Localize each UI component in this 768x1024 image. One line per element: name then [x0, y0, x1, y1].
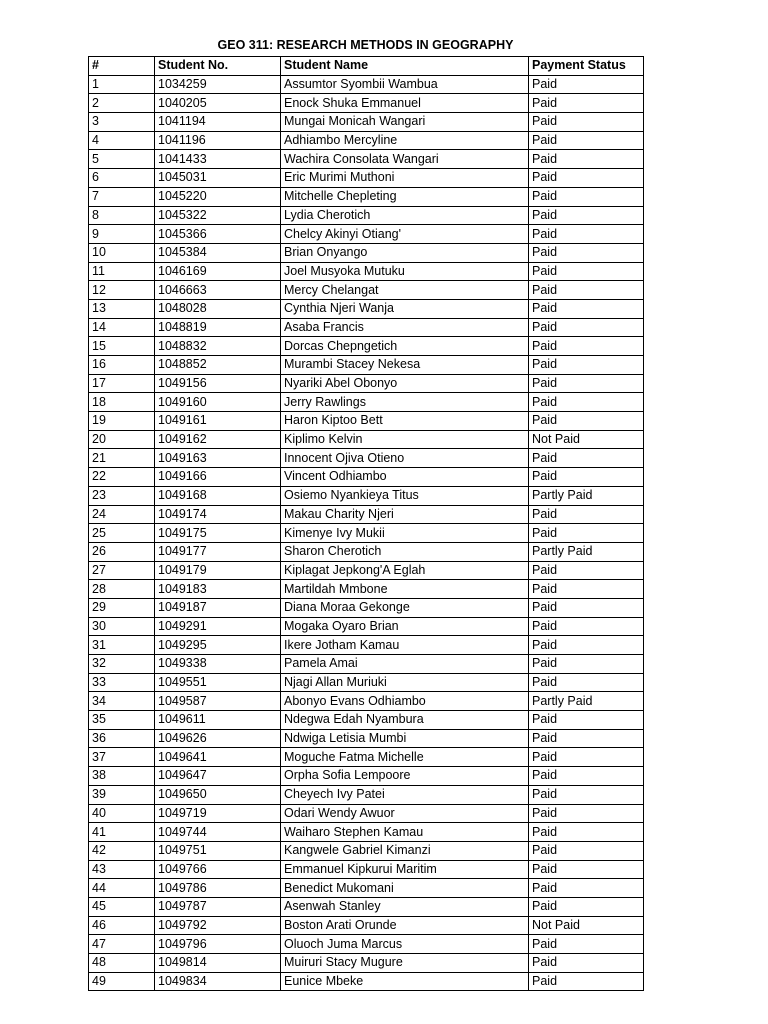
row-number: 29 — [89, 598, 155, 617]
student-name: Sharon Cherotich — [281, 542, 529, 561]
student-name: Kimenye Ivy Mukii — [281, 524, 529, 543]
table-row — [89, 262, 644, 281]
row-number: 35 — [89, 711, 155, 730]
student-name: Ndwiga Letisia Mumbi — [281, 729, 529, 748]
payment-status: Paid — [529, 804, 644, 823]
student-name: Cynthia Njeri Wanja — [281, 299, 529, 318]
student-name: Benedict Mukomani — [281, 879, 529, 898]
table-row — [89, 225, 644, 244]
table-row — [89, 561, 644, 580]
payment-status: Paid — [529, 318, 644, 337]
row-number: 38 — [89, 767, 155, 786]
student-name: Kiplimo Kelvin — [281, 430, 529, 449]
student-name: Kangwele Gabriel Kimanzi — [281, 841, 529, 860]
row-number: 15 — [89, 337, 155, 356]
payment-status: Not Paid — [529, 916, 644, 935]
header-number: # — [89, 57, 155, 76]
row-number: 4 — [89, 131, 155, 150]
table-row — [89, 75, 644, 94]
row-number: 27 — [89, 561, 155, 580]
table-row — [89, 412, 644, 431]
row-number: 11 — [89, 262, 155, 281]
table-row — [89, 636, 644, 655]
row-number: 10 — [89, 243, 155, 262]
header-student-no: Student No. — [155, 57, 281, 76]
row-number: 6 — [89, 169, 155, 188]
table-row — [89, 206, 644, 225]
table-row — [89, 281, 644, 300]
student-number: 1049291 — [155, 617, 281, 636]
payment-status: Paid — [529, 598, 644, 617]
row-number: 12 — [89, 281, 155, 300]
payment-status: Paid — [529, 580, 644, 599]
student-number: 1049766 — [155, 860, 281, 879]
student-number: 1040205 — [155, 94, 281, 113]
student-name: Mitchelle Chepleting — [281, 187, 529, 206]
payment-status: Paid — [529, 860, 644, 879]
payment-status: Paid — [529, 841, 644, 860]
header-student-name: Student Name — [281, 57, 529, 76]
student-name: Dorcas Chepngetich — [281, 337, 529, 356]
table-row — [89, 580, 644, 599]
student-number: 1049168 — [155, 486, 281, 505]
student-number: 1048819 — [155, 318, 281, 337]
student-name: Martildah Mmbone — [281, 580, 529, 599]
table-row — [89, 243, 644, 262]
student-number: 1049177 — [155, 542, 281, 561]
student-number: 1049751 — [155, 841, 281, 860]
table-row — [89, 860, 644, 879]
row-number: 20 — [89, 430, 155, 449]
row-number: 21 — [89, 449, 155, 468]
student-number: 1041433 — [155, 150, 281, 169]
student-number: 1049156 — [155, 374, 281, 393]
student-name: Oluoch Juma Marcus — [281, 935, 529, 954]
row-number: 26 — [89, 542, 155, 561]
row-number: 9 — [89, 225, 155, 244]
payment-status: Paid — [529, 281, 644, 300]
payment-status: Paid — [529, 561, 644, 580]
table-row — [89, 299, 644, 318]
payment-status: Paid — [529, 75, 644, 94]
student-name: Boston Arati Orunde — [281, 916, 529, 935]
table-row — [89, 748, 644, 767]
table-row — [89, 916, 644, 935]
student-name: Cheyech Ivy Patei — [281, 785, 529, 804]
table-row — [89, 711, 644, 730]
student-name: Adhiambo Mercyline — [281, 131, 529, 150]
student-name: Abonyo Evans Odhiambo — [281, 692, 529, 711]
row-number: 25 — [89, 524, 155, 543]
payment-status: Paid — [529, 468, 644, 487]
row-number: 7 — [89, 187, 155, 206]
payment-status: Paid — [529, 785, 644, 804]
table-row — [89, 486, 644, 505]
student-name: Asaba Francis — [281, 318, 529, 337]
table-row — [89, 187, 644, 206]
student-number: 1049787 — [155, 897, 281, 916]
student-name: Orpha Sofia Lempoore — [281, 767, 529, 786]
student-name: Eric Murimi Muthoni — [281, 169, 529, 188]
row-number: 43 — [89, 860, 155, 879]
student-number: 1049179 — [155, 561, 281, 580]
table-row — [89, 897, 644, 916]
row-number: 32 — [89, 655, 155, 674]
table-row — [89, 785, 644, 804]
student-name: Joel Musyoka Mutuku — [281, 262, 529, 281]
row-number: 45 — [89, 897, 155, 916]
student-number: 1049551 — [155, 673, 281, 692]
row-number: 39 — [89, 785, 155, 804]
row-number: 13 — [89, 299, 155, 318]
payment-status: Paid — [529, 617, 644, 636]
student-number: 1049719 — [155, 804, 281, 823]
row-number: 18 — [89, 393, 155, 412]
student-number: 1049183 — [155, 580, 281, 599]
row-number: 34 — [89, 692, 155, 711]
payment-status: Paid — [529, 954, 644, 973]
student-number: 1049744 — [155, 823, 281, 842]
row-number: 30 — [89, 617, 155, 636]
table-row — [89, 393, 644, 412]
student-name: Mungai Monicah Wangari — [281, 113, 529, 132]
student-name: Moguche Fatma Michelle — [281, 748, 529, 767]
student-name: Waiharo Stephen Kamau — [281, 823, 529, 842]
student-number: 1049174 — [155, 505, 281, 524]
payment-status: Paid — [529, 897, 644, 916]
student-name: Jerry Rawlings — [281, 393, 529, 412]
student-number: 1049175 — [155, 524, 281, 543]
payment-status: Paid — [529, 374, 644, 393]
student-number: 1048832 — [155, 337, 281, 356]
table-row — [89, 337, 644, 356]
student-number: 1046663 — [155, 281, 281, 300]
payment-status: Paid — [529, 673, 644, 692]
student-name: Brian Onyango — [281, 243, 529, 262]
payment-status: Paid — [529, 636, 644, 655]
row-number: 37 — [89, 748, 155, 767]
payment-status: Paid — [529, 748, 644, 767]
student-name: Odari Wendy Awuor — [281, 804, 529, 823]
student-name: Innocent Ojiva Otieno — [281, 449, 529, 468]
table-row — [89, 841, 644, 860]
payment-status: Paid — [529, 94, 644, 113]
student-number: 1048028 — [155, 299, 281, 318]
row-number: 16 — [89, 356, 155, 375]
row-number: 44 — [89, 879, 155, 898]
payment-status: Paid — [529, 150, 644, 169]
payment-status: Paid — [529, 655, 644, 674]
row-number: 46 — [89, 916, 155, 935]
student-name: Eunice Mbeke — [281, 972, 529, 991]
row-number: 19 — [89, 412, 155, 431]
student-number: 1049161 — [155, 412, 281, 431]
row-number: 48 — [89, 954, 155, 973]
student-name: Assumtor Syombii Wambua — [281, 75, 529, 94]
student-number: 1049611 — [155, 711, 281, 730]
student-number: 1049166 — [155, 468, 281, 487]
document-title: GEO 311: RESEARCH METHODS IN GEOGRAPHY — [217, 38, 514, 52]
payment-status: Paid — [529, 767, 644, 786]
table-row — [89, 542, 644, 561]
row-number: 31 — [89, 636, 155, 655]
table-row — [89, 879, 644, 898]
payment-status: Partly Paid — [529, 486, 644, 505]
payment-status: Paid — [529, 935, 644, 954]
row-number: 22 — [89, 468, 155, 487]
payment-status: Paid — [529, 131, 644, 150]
student-name: Enock Shuka Emmanuel — [281, 94, 529, 113]
table-row — [89, 524, 644, 543]
row-number: 28 — [89, 580, 155, 599]
row-number: 47 — [89, 935, 155, 954]
student-name: Osiemo Nyankieya Titus — [281, 486, 529, 505]
student-number: 1034259 — [155, 75, 281, 94]
row-number: 33 — [89, 673, 155, 692]
table-row — [89, 430, 644, 449]
student-number: 1045220 — [155, 187, 281, 206]
table-row — [89, 804, 644, 823]
payment-status: Paid — [529, 337, 644, 356]
student-name: Vincent Odhiambo — [281, 468, 529, 487]
row-number: 1 — [89, 75, 155, 94]
row-number: 23 — [89, 486, 155, 505]
student-name: Lydia Cherotich — [281, 206, 529, 225]
payment-status: Paid — [529, 711, 644, 730]
table-row — [89, 113, 644, 132]
table-row — [89, 150, 644, 169]
student-number: 1045366 — [155, 225, 281, 244]
row-number: 3 — [89, 113, 155, 132]
student-name: Kiplagat Jepkong'A Eglah — [281, 561, 529, 580]
table-row — [89, 767, 644, 786]
table-row — [89, 823, 644, 842]
student-number: 1049834 — [155, 972, 281, 991]
student-name: Mercy Chelangat — [281, 281, 529, 300]
table-row — [89, 729, 644, 748]
row-number: 2 — [89, 94, 155, 113]
payment-status: Paid — [529, 393, 644, 412]
student-number: 1049626 — [155, 729, 281, 748]
table-row — [89, 692, 644, 711]
student-number: 1049162 — [155, 430, 281, 449]
row-number: 36 — [89, 729, 155, 748]
student-name: Ndegwa Edah Nyambura — [281, 711, 529, 730]
student-number: 1045031 — [155, 169, 281, 188]
student-number: 1049647 — [155, 767, 281, 786]
table-row — [89, 598, 644, 617]
payment-status: Paid — [529, 262, 644, 281]
student-name: Makau Charity Njeri — [281, 505, 529, 524]
student-number: 1049650 — [155, 785, 281, 804]
payment-status: Paid — [529, 879, 644, 898]
table-row — [89, 374, 644, 393]
row-number: 8 — [89, 206, 155, 225]
table-row — [89, 954, 644, 973]
row-number: 14 — [89, 318, 155, 337]
student-name: Diana Moraa Gekonge — [281, 598, 529, 617]
table-row — [89, 318, 644, 337]
table-row — [89, 935, 644, 954]
payment-status: Paid — [529, 972, 644, 991]
student-number: 1049295 — [155, 636, 281, 655]
student-name: Mogaka Oyaro Brian — [281, 617, 529, 636]
student-name: Chelcy Akinyi Otiang' — [281, 225, 529, 244]
table-row — [89, 356, 644, 375]
table-row — [89, 449, 644, 468]
student-number: 1049641 — [155, 748, 281, 767]
student-name: Emmanuel Kipkurui Maritim — [281, 860, 529, 879]
student-name: Njagi Allan Muriuki — [281, 673, 529, 692]
student-name: Nyariki Abel Obonyo — [281, 374, 529, 393]
student-name: Haron Kiptoo Bett — [281, 412, 529, 431]
payment-status: Partly Paid — [529, 542, 644, 561]
table-row — [89, 131, 644, 150]
payment-status: Paid — [529, 243, 644, 262]
student-number: 1048852 — [155, 356, 281, 375]
student-number: 1046169 — [155, 262, 281, 281]
payment-status: Partly Paid — [529, 692, 644, 711]
student-number: 1049587 — [155, 692, 281, 711]
student-number: 1049187 — [155, 598, 281, 617]
student-number: 1049160 — [155, 393, 281, 412]
student-number: 1049792 — [155, 916, 281, 935]
payment-status: Paid — [529, 729, 644, 748]
student-name: Muiruri Stacy Mugure — [281, 954, 529, 973]
student-number: 1049338 — [155, 655, 281, 674]
row-number: 41 — [89, 823, 155, 842]
student-name: Ikere Jotham Kamau — [281, 636, 529, 655]
payment-status: Paid — [529, 169, 644, 188]
student-name: Pamela Amai — [281, 655, 529, 674]
student-number: 1045322 — [155, 206, 281, 225]
student-number: 1045384 — [155, 243, 281, 262]
student-number: 1049796 — [155, 935, 281, 954]
header-payment-status: Payment Status — [529, 57, 644, 76]
row-number: 5 — [89, 150, 155, 169]
payment-status: Paid — [529, 449, 644, 468]
table-row — [89, 468, 644, 487]
payment-status: Paid — [529, 206, 644, 225]
row-number: 49 — [89, 972, 155, 991]
payment-status: Paid — [529, 412, 644, 431]
payment-status: Not Paid — [529, 430, 644, 449]
payment-status: Paid — [529, 505, 644, 524]
table-row — [89, 169, 644, 188]
row-number: 42 — [89, 841, 155, 860]
table-header-row — [89, 57, 644, 76]
student-number: 1049786 — [155, 879, 281, 898]
payment-status: Paid — [529, 225, 644, 244]
student-name: Asenwah Stanley — [281, 897, 529, 916]
payment-status: Paid — [529, 113, 644, 132]
row-number: 40 — [89, 804, 155, 823]
table-row — [89, 617, 644, 636]
row-number: 17 — [89, 374, 155, 393]
payment-status: Paid — [529, 299, 644, 318]
payment-status: Paid — [529, 823, 644, 842]
row-number: 24 — [89, 505, 155, 524]
table-row — [89, 505, 644, 524]
payment-status: Paid — [529, 524, 644, 543]
student-name: Murambi Stacey Nekesa — [281, 356, 529, 375]
table-row — [89, 673, 644, 692]
payment-status-table — [88, 56, 644, 991]
table-row — [89, 94, 644, 113]
table-body — [89, 75, 644, 991]
student-number: 1041194 — [155, 113, 281, 132]
payment-status: Paid — [529, 187, 644, 206]
student-number: 1049814 — [155, 954, 281, 973]
payment-status: Paid — [529, 356, 644, 375]
table-row — [89, 655, 644, 674]
table-row — [89, 972, 644, 991]
student-number: 1041196 — [155, 131, 281, 150]
student-name: Wachira Consolata Wangari — [281, 150, 529, 169]
student-number: 1049163 — [155, 449, 281, 468]
